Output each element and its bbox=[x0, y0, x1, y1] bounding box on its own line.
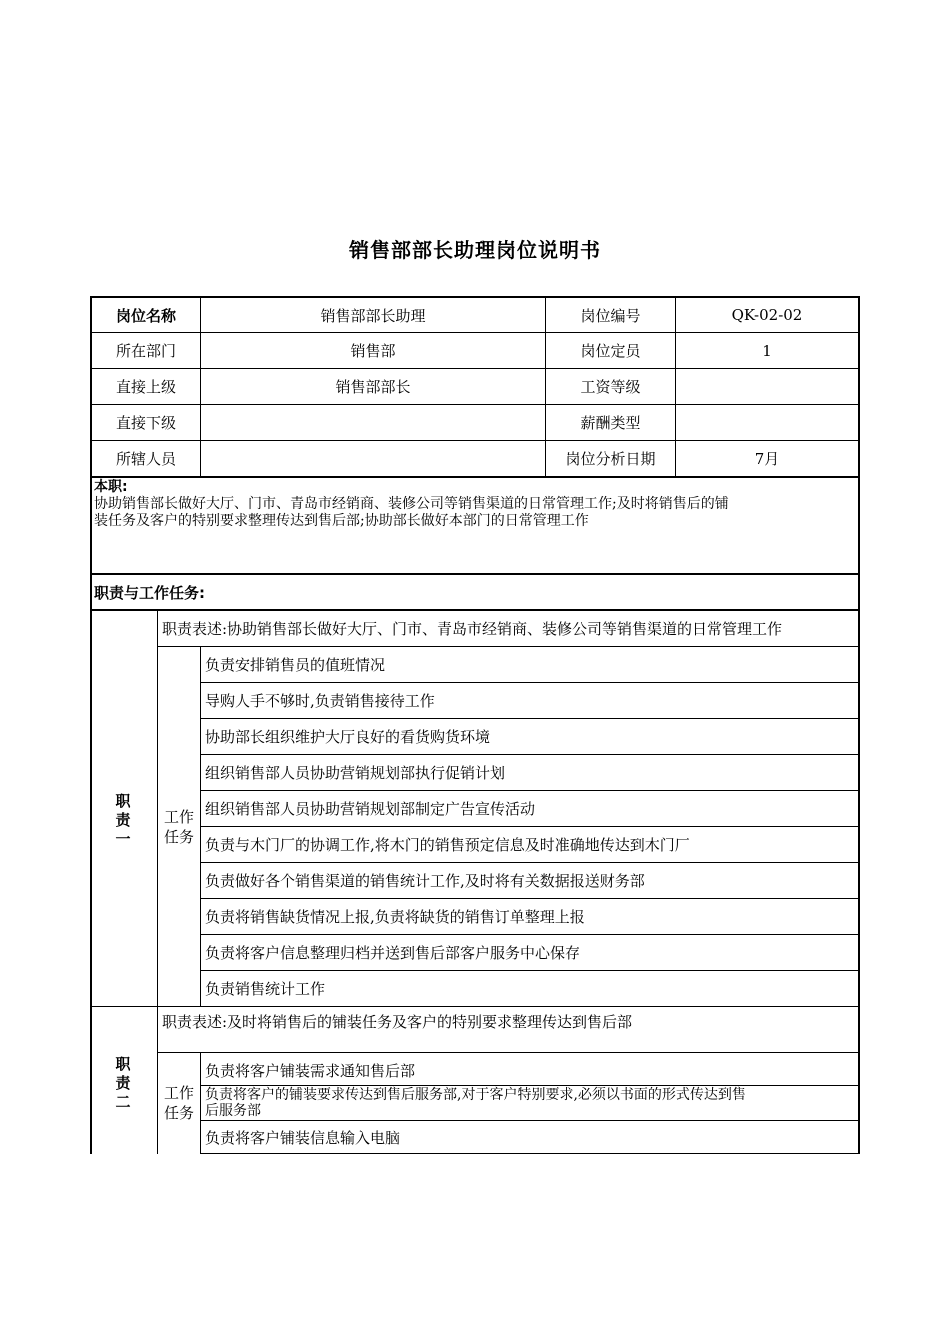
duty-label-char: 职 bbox=[115, 792, 131, 810]
task-item: 负责将客户铺装需求通知售后部 bbox=[205, 1061, 416, 1080]
duty-label-char: 二 bbox=[115, 1093, 131, 1111]
task-item: 组织销售部人员协助营销规划部制定广告宣传活动 bbox=[205, 800, 536, 818]
label-headcount: 岗位定员 bbox=[580, 342, 641, 360]
label-pay-type: 薪酬类型 bbox=[580, 414, 641, 432]
value-pay-type bbox=[676, 405, 858, 440]
section-divider bbox=[90, 573, 860, 575]
task-item: 负责将客户信息整理归档并送到售后部客户服务中心保存 bbox=[205, 944, 581, 962]
value-analysis-date: 7月 bbox=[754, 450, 780, 468]
label-staff-managed: 所辖人员 bbox=[115, 450, 176, 468]
table-border-right bbox=[858, 296, 860, 1154]
value-department: 销售部 bbox=[350, 342, 396, 360]
duty-two-label bbox=[113, 1055, 133, 1112]
col-divider bbox=[157, 611, 158, 1007]
duty-one-task-label bbox=[159, 807, 199, 847]
duty-label-char: 责 bbox=[115, 1074, 131, 1092]
label-direct-superior: 直接上级 bbox=[115, 378, 176, 396]
value-position-code: QK-02-02 bbox=[731, 306, 803, 324]
value-position-name: 销售部部长助理 bbox=[320, 306, 426, 325]
col-divider bbox=[157, 1007, 158, 1154]
value-direct-subordinate bbox=[201, 405, 545, 440]
label-department: 所在部门 bbox=[115, 342, 176, 360]
col-divider bbox=[200, 1053, 201, 1154]
label-analysis-date: 岗位分析日期 bbox=[565, 450, 656, 468]
task-item: 负责销售统计工作 bbox=[205, 980, 326, 998]
duty-label-char: 职 bbox=[115, 1055, 131, 1073]
row-divider bbox=[90, 476, 860, 478]
row-divider bbox=[157, 1052, 860, 1053]
task-item: 协助部长组织维护大厅良好的看货购货环境 bbox=[205, 728, 491, 746]
task-label-line: 任务 bbox=[163, 1104, 194, 1122]
task-label-line: 工作 bbox=[163, 1084, 194, 1102]
task-item: 负责与木门厂的协调工作,将木门的销售预定信息及时准确地传达到木门厂 bbox=[205, 836, 690, 854]
task-item: 负责将客户铺装信息输入电脑 bbox=[205, 1128, 401, 1147]
core-duty-heading: 本职: bbox=[94, 479, 128, 495]
duty-label-char: 责 bbox=[115, 811, 131, 829]
duty-two-description: 职责表述:及时将销售后的铺装任务及客户的特别要求整理传达到售后部 bbox=[162, 1012, 633, 1031]
task-item-continuation: 后服务部 bbox=[205, 1103, 261, 1119]
row-divider bbox=[200, 1085, 860, 1086]
value-headcount: 1 bbox=[762, 341, 772, 360]
duty-one-description: 职责表述:协助销售部长做好大厅、门市、青岛市经销商、装修公司等销售渠道的日常管理工作 bbox=[162, 620, 783, 638]
page-title: 销售部部长助理岗位说明书 bbox=[349, 238, 601, 262]
task-item: 导购人手不够时,负责销售接待工作 bbox=[205, 692, 435, 710]
label-salary-grade: 工资等级 bbox=[580, 378, 641, 396]
duty-one-label bbox=[113, 792, 133, 849]
value-salary-grade bbox=[676, 369, 858, 404]
row-divider bbox=[200, 1153, 860, 1154]
task-item: 负责做好各个销售渠道的销售统计工作,及时将有关数据报送财务部 bbox=[205, 872, 645, 890]
label-position-code: 岗位编号 bbox=[580, 306, 641, 325]
section-divider bbox=[90, 1006, 860, 1007]
task-label-line: 任务 bbox=[163, 828, 194, 846]
value-staff-managed bbox=[201, 441, 545, 476]
task-item: 负责将客户的铺装要求传达到售后服务部,对于客户特别要求,必须以书面的形式传达到售 bbox=[205, 1087, 746, 1103]
core-duty-line: 装任务及客户的特别要求整理传达到售后部;协助部长做好本部门的日常管理工作 bbox=[94, 513, 589, 529]
task-item: 负责安排销售员的值班情况 bbox=[205, 656, 386, 674]
task-label-line: 工作 bbox=[163, 808, 194, 826]
task-item: 组织销售部人员协助营销规划部执行促销计划 bbox=[205, 764, 506, 782]
duties-heading: 职责与工作任务: bbox=[94, 584, 205, 602]
core-duty-line: 协助销售部长做好大厅、门市、青岛市经销商、装修公司等销售渠道的日常管理工作;及时将销售后的铺 bbox=[94, 496, 729, 512]
label-position-name: 岗位名称 bbox=[115, 306, 176, 325]
task-item: 负责将销售缺货情况上报,负责将缺货的销售订单整理上报 bbox=[205, 908, 585, 926]
label-direct-subordinate: 直接下级 bbox=[115, 414, 176, 432]
duty-two-task-label bbox=[159, 1083, 199, 1123]
duty-label-char: 一 bbox=[115, 830, 131, 848]
value-direct-superior: 销售部部长 bbox=[335, 378, 411, 396]
